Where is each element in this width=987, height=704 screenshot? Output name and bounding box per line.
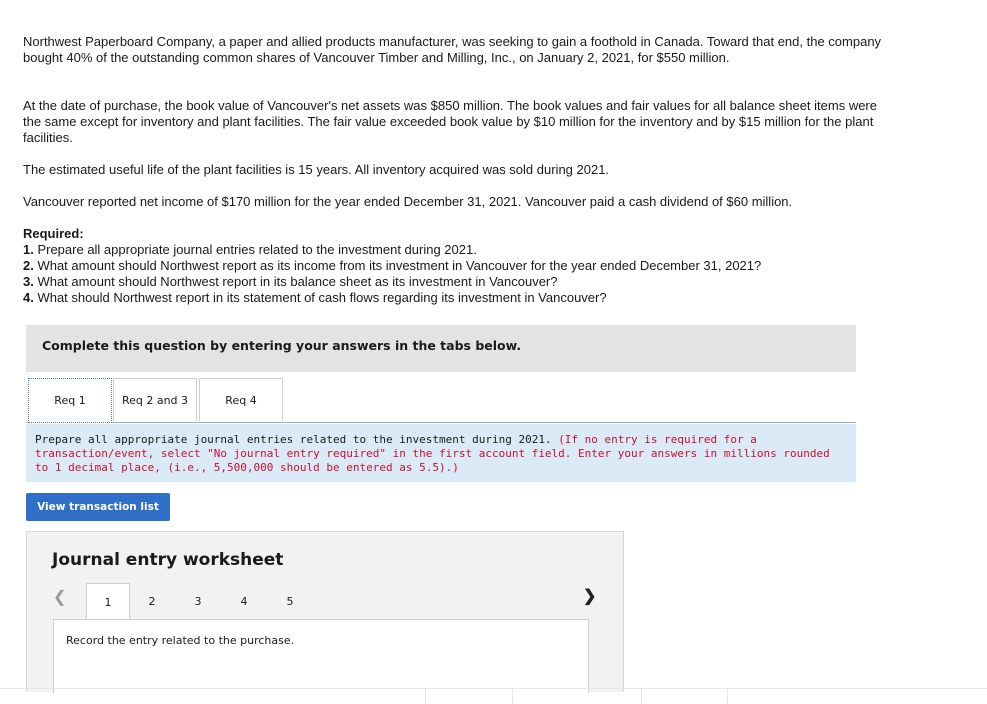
page-5[interactable]: 5	[286, 594, 294, 608]
prompt-main: Prepare all appropriate journal entries related to the investment during 2021.	[35, 433, 552, 446]
required-item-1: 1. Prepare all appropriate journal entries related to the investment during 2021.	[23, 242, 477, 257]
bottom-tick	[641, 689, 642, 704]
prompt-note: (If no entry is required for a transaction/event, select "No journal entry required" in the first account field. Enter your answers in millions rounded to 1 decimal place, (i.e., 5,500,000 should be entered as 5.5).)	[35, 433, 830, 474]
question-para-1: Northwest Paperboard Company, a paper and allied products manufacturer, was seeking to gain a foothold in Canada. Toward that end, the company bought 40% of the outstanding common shares of Vancouver Timber and Milling, Inc., on January 2, 2021, for $550 million.	[23, 34, 882, 65]
bottom-divider	[0, 688, 987, 689]
page-2[interactable]: 2	[148, 594, 156, 608]
tab-req-4[interactable]: Req 4	[199, 378, 283, 421]
instruction-bar	[26, 325, 856, 372]
question-para-4: Vancouver reported net income of $170 million for the year ended December 31, 2021. Vancouver paid a cash dividend of $60 million.	[23, 194, 793, 209]
question-para-2: At the date of purchase, the book value of Vancouver's net assets was $850 million. The book values and fair values for all balance sheet items were the same except for inventory and plant facilities. The fair value exceeded book value by $10 million for the inventory and by $15 million for the plant facilities.	[23, 98, 877, 145]
bottom-tick	[727, 689, 728, 704]
question-prompt	[26, 424, 856, 482]
required-section	[23, 226, 903, 306]
instruction-text: Complete this question by entering your answers in the tabs below.	[42, 338, 522, 353]
required-item-4: 4. What should Northwest report in its statement of cash flows regarding its investment in Vancouver?	[23, 290, 607, 305]
tab-req-2-and-3[interactable]: Req 2 and 3	[113, 378, 197, 421]
view-transaction-list-button[interactable]: View transaction list	[26, 493, 170, 521]
worksheet-title: Journal entry worksheet	[52, 550, 284, 570]
entry-panel	[53, 619, 589, 693]
bottom-tick	[512, 689, 513, 704]
chevron-right-icon[interactable]: ❯	[583, 588, 597, 605]
bottom-tick	[425, 689, 426, 704]
required-heading: Required:	[23, 226, 84, 241]
question-para-3: The estimated useful life of the plant facilities is 15 years. All inventory acquired was sold during 2021.	[23, 162, 610, 177]
page-4[interactable]: 4	[240, 594, 248, 608]
required-item-3: 3. What amount should Northwest report in its balance sheet as its investment in Vancouver?	[23, 274, 558, 289]
journal-entry-worksheet	[26, 531, 624, 692]
tab-req-1[interactable]: Req 1	[28, 378, 112, 423]
tab-strip	[26, 378, 856, 423]
required-item-2: 2. What amount should Northwest report as its income from its investment in Vancouver for the year ended December 31, 2021?	[23, 258, 762, 273]
entry-instruction: Record the entry related to the purchase.	[66, 634, 295, 647]
chevron-left-icon[interactable]: ❮	[53, 589, 67, 606]
page-1[interactable]: 1	[86, 583, 130, 620]
page-3[interactable]: 3	[194, 594, 202, 608]
